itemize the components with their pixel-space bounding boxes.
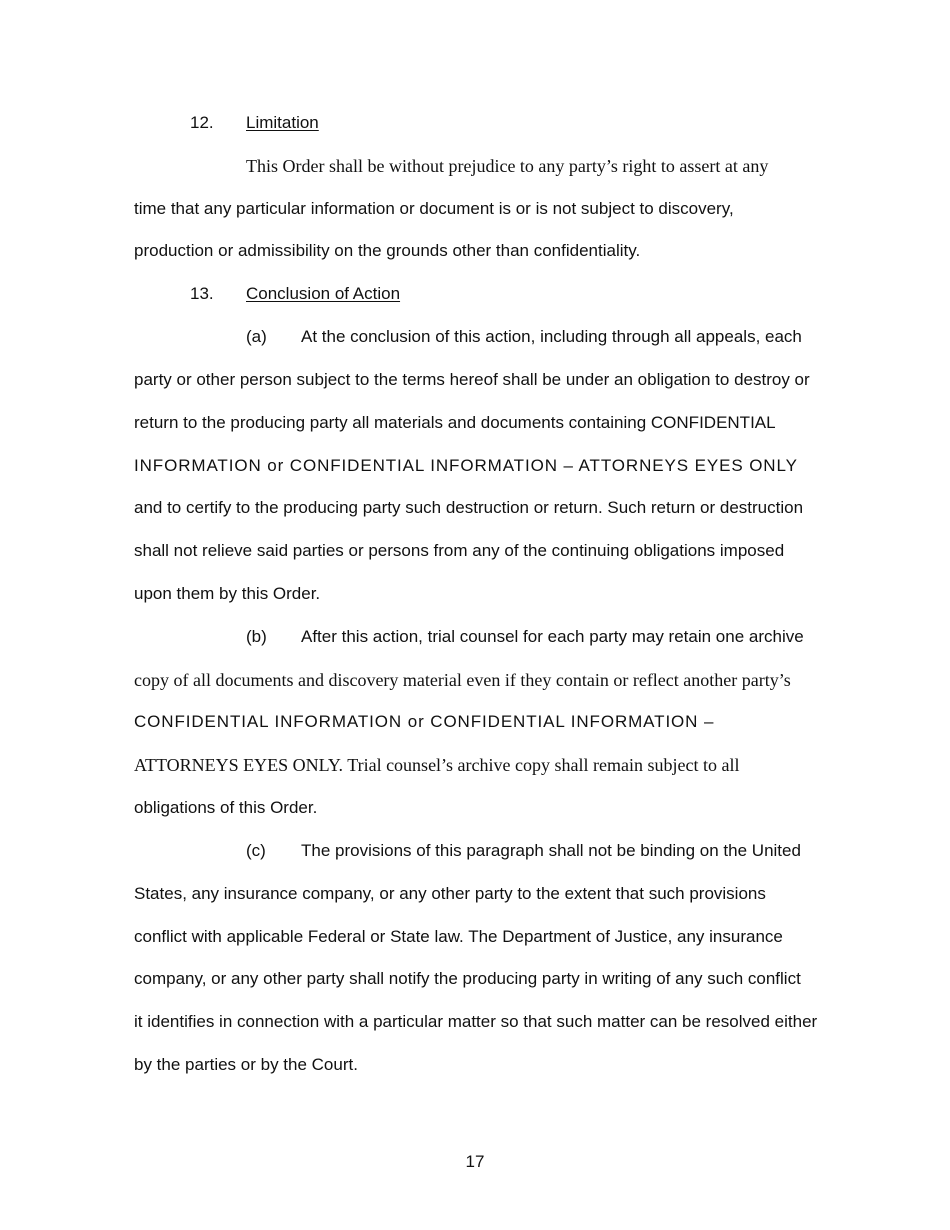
subsection-b-line: CONFIDENTIAL INFORMATION or CONFIDENTIAL INFORMATION – [134,712,715,731]
section-12-line: This Order shall be without prejudice to any party’s right to assert at any [246,156,769,176]
subsection-a-line: party or other person subject to the terms hereof shall be under an obligation to destroy or [134,370,810,389]
subsection-a-line: INFORMATION or CONFIDENTIAL INFORMATION – ATTORNEYS EYES ONLY [134,456,798,475]
subsection-c-line: conflict with applicable Federal or State law. The Department of Justice, any insurance [134,927,783,946]
subsection-b-label: (b) [246,627,267,646]
section-12-heading: Limitation [246,113,319,132]
subsection-a-line: upon them by this Order. [134,584,321,603]
section-13-heading: Conclusion of Action [246,284,401,303]
subsection-b-line: obligations of this Order. [134,798,318,817]
subsection-c-line: company, or any other party shall notify the producing party in writing of any such conflict [134,969,801,988]
page-number: 17 [465,1152,485,1171]
subsection-a-line: shall not relieve said parties or persons from any of the continuing obligations imposed [134,541,785,560]
section-12-line: time that any particular information or document is or is not subject to discovery, [134,199,734,218]
subsection-b-line: After this action, trial counsel for each party may retain one archive [301,627,804,646]
subsection-a-line: At the conclusion of this action, including through all appeals, each [301,327,802,346]
subsection-c-label: (c) [246,841,266,860]
section-12-number: 12. [190,113,214,132]
subsection-a-line: return to the producing party all materials and documents containing CONFIDENTIAL [134,413,776,432]
subsection-a-label: (a) [246,327,267,346]
subsection-a-line: and to certify to the producing party such destruction or return. Such return or destruction [134,498,804,517]
section-12-line: production or admissibility on the grounds other than confidentiality. [134,241,641,260]
section-13-number: 13. [190,284,214,303]
subsection-b-line: copy of all documents and discovery material even if they contain or reflect another party’s [134,670,791,690]
subsection-c-line: by the parties or by the Court. [134,1055,358,1074]
subsection-c-line: States, any insurance company, or any other party to the extent that such provisions [134,884,766,903]
subsection-b-line: ATTORNEYS EYES ONLY. Trial counsel’s archive copy shall remain subject to all [134,755,740,775]
subsection-c-line: it identifies in connection with a particular matter so that such matter can be resolved either [134,1012,818,1031]
subsection-c-line: The provisions of this paragraph shall not be binding on the United [301,841,801,860]
